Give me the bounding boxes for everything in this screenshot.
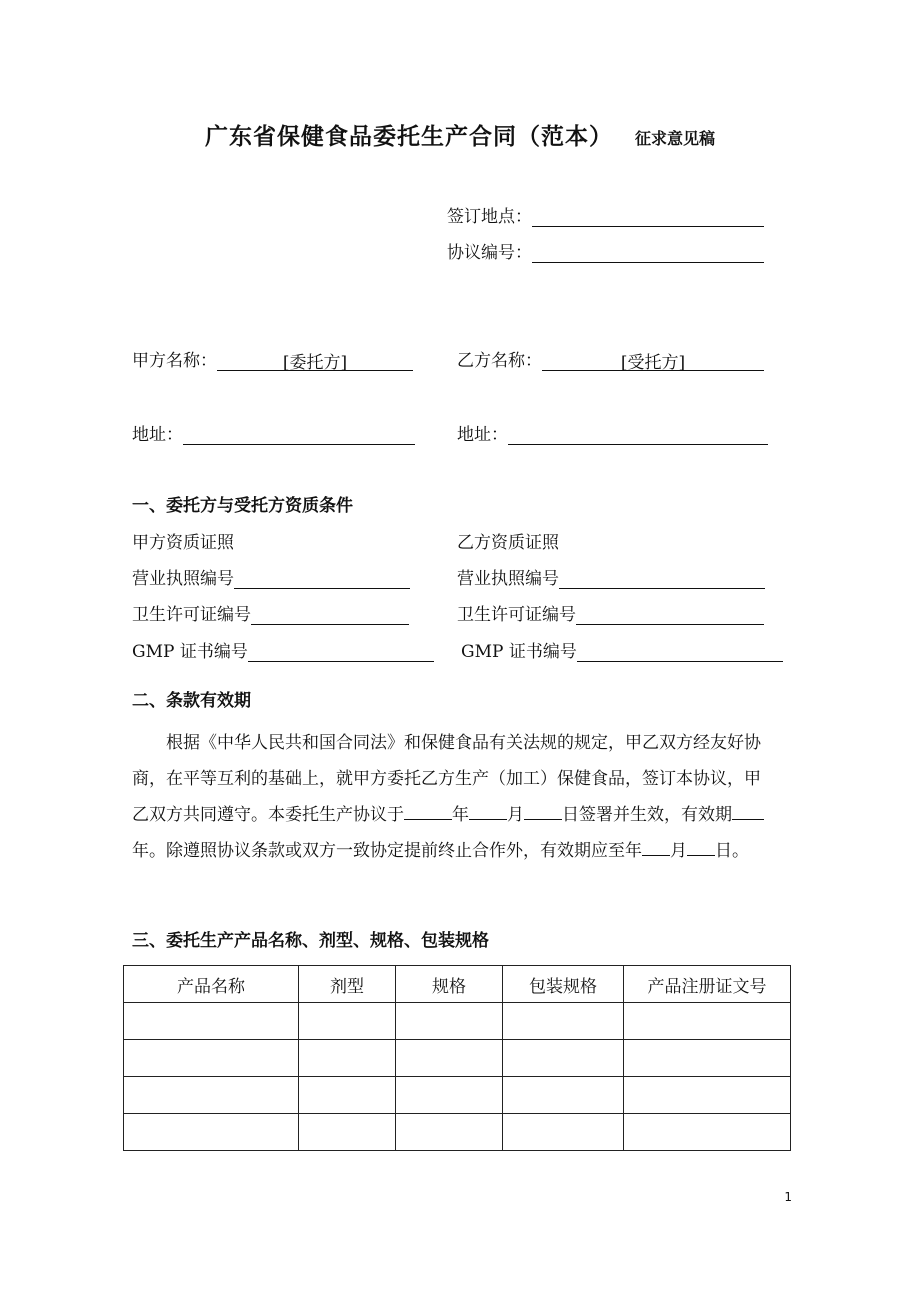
party-a-license-label: 营业执照编号	[132, 569, 234, 589]
section2-heading: 二、条款有效期	[132, 691, 251, 711]
party-b-license-label: 营业执照编号	[457, 569, 559, 589]
party-b-gmp-label: GMP 证书编号	[461, 642, 577, 662]
table-row	[124, 1077, 791, 1114]
validity-text-1: 根据《中华人民共和国合同法》和保健食品有关法规的规定，甲乙双方经友好协商，在平等互利的基础上，就甲方委托乙方生产（加工）保健食品，签订本协议，甲乙双方共同遵守。本委托生产协议于	[132, 733, 761, 825]
table-cell[interactable]	[299, 1114, 396, 1151]
party-a-address-field[interactable]	[183, 426, 415, 445]
col-registration-no: 产品注册证文号	[624, 966, 791, 1003]
sign-month-field[interactable]	[469, 801, 507, 820]
table-cell[interactable]	[503, 1114, 624, 1151]
party-b-license-row	[457, 564, 765, 589]
table-cell[interactable]	[624, 1040, 791, 1077]
table-cell[interactable]	[124, 1040, 299, 1077]
party-b-name-field[interactable]	[542, 348, 764, 371]
table-cell[interactable]	[396, 1077, 503, 1114]
product-table	[123, 965, 791, 1151]
title-main: 广东省保健食品委托生产合同（范本）	[204, 124, 613, 150]
party-a-name-field[interactable]	[217, 348, 413, 371]
end-month-field[interactable]	[642, 837, 670, 856]
party-a-credentials-title: 甲方资质证照	[132, 533, 234, 553]
party-a-name-value: [委托方]	[282, 353, 348, 373]
agreement-number-row	[447, 238, 764, 263]
table-cell[interactable]	[503, 1040, 624, 1077]
title-sub: 征求意见稿	[634, 129, 715, 148]
table-row	[124, 1003, 791, 1040]
party-a-gmp-field[interactable]	[248, 643, 434, 662]
party-a-gmp-label: GMP 证书编号	[132, 642, 248, 662]
end-year-unit: 年	[625, 841, 642, 861]
party-a-health-permit-label: 卫生许可证编号	[132, 605, 251, 625]
table-cell[interactable]	[299, 1077, 396, 1114]
party-b-name-row	[457, 346, 764, 371]
party-b-health-permit-label: 卫生许可证编号	[457, 605, 576, 625]
table-cell[interactable]	[503, 1077, 624, 1114]
end-month-unit: 月	[670, 841, 687, 861]
col-package-spec: 包装规格	[503, 966, 624, 1003]
table-cell[interactable]	[124, 1003, 299, 1040]
validity-text-3: 年。除遵照协议条款或双方一致协定提前终止合作外，有效期应至	[132, 841, 625, 861]
party-a-name-label: 甲方名称：	[132, 351, 217, 371]
party-b-gmp-field[interactable]	[577, 643, 783, 662]
party-b-gmp-row	[461, 637, 783, 662]
table-cell[interactable]	[396, 1114, 503, 1151]
col-product-name: 产品名称	[124, 966, 299, 1003]
party-b-address-label: 地址：	[457, 425, 508, 445]
table-cell[interactable]	[624, 1077, 791, 1114]
sign-day-field[interactable]	[524, 801, 562, 820]
party-b-address-row	[457, 420, 768, 445]
table-header-row	[124, 966, 791, 1003]
sign-year-field[interactable]	[404, 801, 452, 820]
section3-heading: 三、委托生产产品名称、剂型、规格、包装规格	[132, 931, 489, 951]
table-cell[interactable]	[396, 1003, 503, 1040]
party-a-address-label: 地址：	[132, 425, 183, 445]
party-a-health-permit-row	[132, 600, 409, 625]
party-b-license-field[interactable]	[559, 570, 765, 589]
party-b-name-value: [受托方]	[620, 353, 686, 373]
party-a-name-row	[132, 346, 413, 371]
party-b-health-permit-field[interactable]	[576, 606, 764, 625]
table-cell[interactable]	[396, 1040, 503, 1077]
col-specification: 规格	[396, 966, 503, 1003]
table-cell[interactable]	[124, 1114, 299, 1151]
sign-place-field[interactable]	[532, 208, 764, 227]
party-a-license-field[interactable]	[234, 570, 410, 589]
sign-place-label: 签订地点：	[447, 207, 532, 227]
party-b-name-label: 乙方名称：	[457, 351, 542, 371]
party-a-gmp-row	[132, 637, 434, 662]
table-cell[interactable]	[299, 1003, 396, 1040]
validity-paragraph	[132, 725, 772, 869]
sign-year-unit: 年	[452, 805, 469, 825]
table-cell[interactable]	[624, 1003, 791, 1040]
agreement-number-label: 协议编号：	[447, 243, 532, 263]
party-a-license-row	[132, 564, 410, 589]
sign-place-row	[447, 202, 764, 227]
party-b-credentials-title: 乙方资质证照	[457, 533, 559, 553]
agreement-number-field[interactable]	[532, 244, 764, 263]
sign-month-unit: 月	[507, 805, 524, 825]
party-b-health-permit-row	[457, 600, 764, 625]
page-number: 1	[784, 1190, 792, 1204]
party-a-health-permit-field[interactable]	[251, 606, 409, 625]
table-cell[interactable]	[124, 1077, 299, 1114]
end-day-field[interactable]	[687, 837, 715, 856]
table-row	[124, 1040, 791, 1077]
section1-heading: 一、委托方与受托方资质条件	[132, 496, 353, 516]
document-title	[0, 118, 920, 151]
validity-text-2: 日签署并生效，有效期	[562, 805, 732, 825]
validity-years-field[interactable]	[732, 801, 764, 820]
party-a-address-row	[132, 420, 415, 445]
table-cell[interactable]	[299, 1040, 396, 1077]
table-row	[124, 1114, 791, 1151]
col-dosage-form: 剂型	[299, 966, 396, 1003]
end-day-unit: 日。	[715, 841, 749, 861]
table-cell[interactable]	[503, 1003, 624, 1040]
table-cell[interactable]	[624, 1114, 791, 1151]
party-b-address-field[interactable]	[508, 426, 768, 445]
